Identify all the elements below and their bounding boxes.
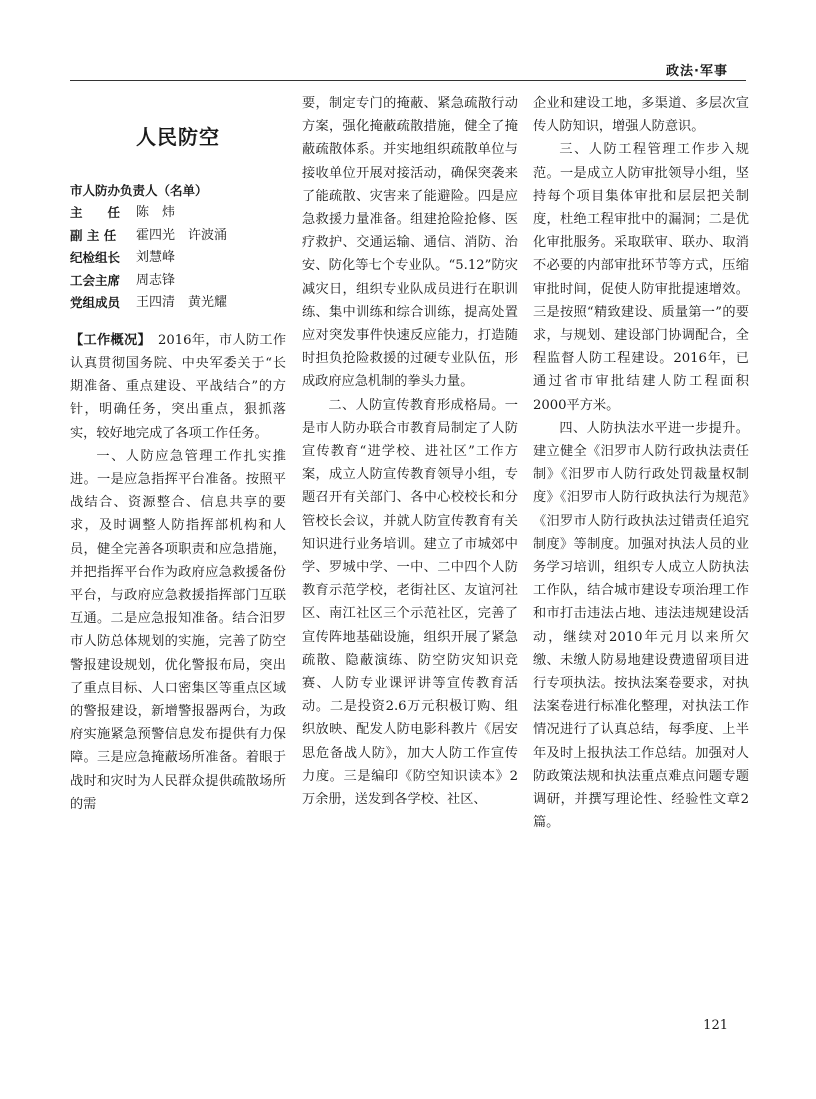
body-paragraph: 企业和建设工地，多渠道、多层次宣传人防知识，增强人防意识。 bbox=[533, 96, 749, 135]
section-header: 政法·军事 bbox=[666, 64, 728, 79]
page-number: 121 bbox=[703, 1018, 728, 1033]
leader-row bbox=[70, 292, 286, 315]
header-rule bbox=[70, 80, 746, 81]
leader-names: 周志锋 bbox=[136, 272, 176, 288]
leader-row bbox=[70, 270, 286, 293]
column-2 bbox=[302, 92, 518, 811]
leader-names: 陈 炜 bbox=[136, 205, 176, 221]
overview-text: 2016年，市人防工作认真贯彻国务院、中央军委关于“长期准备、重点建设、平战结合”的方针，明确任务，突出重点，狠抓落实，较好地完成了各项工作任务。 bbox=[70, 332, 287, 441]
leader-role: 纪检组长 bbox=[70, 250, 121, 266]
body-paragraph: 三、人防工程管理工作步入规范。一是成立人防审批领导小组，坚持每个项目集体审批和层层把关制度，杜绝工程审批中的漏洞；二是优化审批服务。采取联审、联办、取消不必要的内部审批环节等方式，压缩审批时间，促使人防审批提速增效。三是按照“精致建设、质量第一”的要求，与规划、建设部门协调配合，全程监督人防工程建设。2016年，已通过省市审批结建人防工程面积2000平方米。 bbox=[533, 142, 749, 413]
leaders-heading: 市人防办负责人（名单） bbox=[70, 183, 208, 199]
column-1 bbox=[70, 92, 286, 816]
overview-paragraph bbox=[70, 329, 286, 445]
leader-row bbox=[70, 247, 286, 270]
article-title: 人民防空 bbox=[136, 125, 220, 149]
leader-row bbox=[70, 225, 286, 248]
leader-role: 主 任 bbox=[70, 205, 121, 221]
body-paragraph: 二、人防宣传教育形成格局。一是市人防办联合市教育局制定了人防宣传教育“进学校、进社区”工作方案，成立人防宣传教育领导小组，专题召开有关部门、各中心校校长和分管校长会议，并就人防宣传教育有关知识进行业务培训。建立了市城郊中学、罗城中学、一中、二中四个人防教育示范学校，老街社区、友谊河社区、南江社区三个示范社区，完善了宣传阵地基础设施，组织开展了紧急疏散、隐蔽演练、防空防灾知识竞赛、人防专业课评讲等宣传教育活动。二是投资2.6万元积极订购、组织放映、配发人防电影科教片《居安思危备战人防》，加大人防工作宣传力度。三是编印《防空知识读本》2万余册，送发到各学校、社区、 bbox=[302, 397, 518, 808]
overview-label: 【工作概况】 bbox=[70, 332, 145, 348]
leader-role: 工会主席 bbox=[70, 272, 121, 288]
column-3 bbox=[533, 92, 749, 835]
body-paragraph: 四、人防执法水平进一步提升。建立健全《汨罗市人防行政执法责任制》《汨罗市人防行政处罚裁量权制度》《汨罗市人防行政执法行为规范》《汨罗市人防行政执法过错责任追究制度》等制度。加强对执法人员的业务学习培训，组织专人成立人防执法工作队，结合城市建设专项治理工作和市打击违法占地、违法违规建设活动，继续对2010年元月以来所欠缴、未缴人防易地建设费遗留项目进行专项执法。按执法案卷要求，对执法案卷进行标准化整理，对执法工作情况进行了认真总结，每季度、上半年及时上报执法工作总结。加强对人防政策法规和执法重点难点问题专题调研，并撰写理论性、经验性文章2篇。 bbox=[533, 420, 749, 831]
leader-names: 王四清 黄光耀 bbox=[136, 295, 228, 311]
leader-role: 副 主 任 bbox=[70, 227, 117, 243]
body-paragraph: 要，制定专门的掩蔽、紧急疏散行动方案，强化掩蔽疏散措施，健全了掩蔽疏散体系。并实地组织疏散单位与接收单位开展对接活动，确保突袭来了能疏散、灾害来了能避险。四是应急救援力量准备。组建抢险抢修、医疗救护、交通运输、通信、消防、治安、防化等七个专业队。“5.12”防灾减灾日，组织专业队成员进行在职训练、集中训练和综合训练，提高处置应对突发事件快速反应能力，打造随时担负抢险救援的过硬专业队伍，形成政府应急机制的拳头力量。 bbox=[302, 96, 518, 390]
leader-names: 刘慧峰 bbox=[136, 250, 176, 266]
leader-names: 霍四光 许波涌 bbox=[136, 227, 228, 243]
leader-row bbox=[70, 202, 286, 225]
body-paragraph: 一、人防应急管理工作扎实推进。一是应急指挥平台准备。按照平战结合、资源整合、信息共享的要求，及时调整人防指挥部机构和人员，健全完善各项职责和应急措施，并把指挥平台作为政府应急救援备份平台，与政府应急救援指挥部门互联互通。二是应急报知准备。结合汨罗市人防总体规划的实施，完善了防空警报建设规划，优化警报布局，突出了重点目标、人口密集区等重点区域的警报建设，新增警报器两台，为政府实施紧急预警信息发布提供有力保障。三是应急掩蔽场所准备。着眼于战时和灾时为人民群众提供疏散场所的需 bbox=[70, 448, 286, 812]
leader-role: 党组成员 bbox=[70, 295, 121, 311]
